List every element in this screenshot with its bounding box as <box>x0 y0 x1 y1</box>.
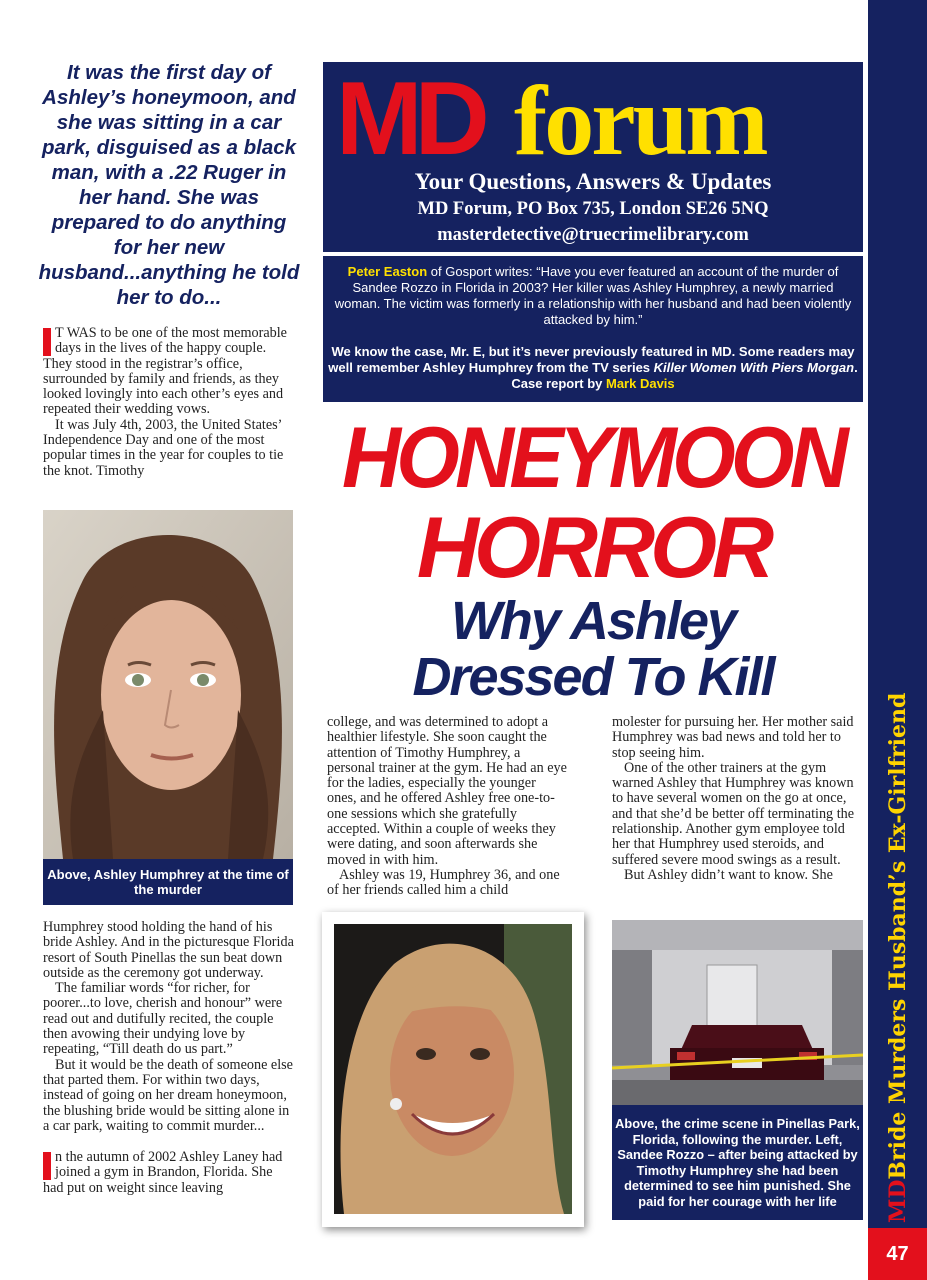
reader-letter <box>328 264 858 392</box>
paragraph-6: n the autumn of 2002 Ashley Laney had joined a gym in Brandon, Florida. She had put on weight since leaving <box>43 1149 283 1196</box>
ashley-photo <box>43 510 293 859</box>
column-1-bottom <box>43 920 295 1196</box>
paragraph-7: college, and was determined to adopt a healthier lifestyle. She soon caught the attention of Timothy Humphrey, a personal trainer at the gym. He had an eye for the ladies, especially the younger ones, and he offered Ashley free one-to-one sessions which she gratefully accepted. Within a couple of weeks they were dating, and soon afterwards she moved in with him. <box>327 714 567 868</box>
logo-forum: forum <box>514 65 766 172</box>
paragraph-4: The familiar words “for richer, for poorer...to love, cherish and honour” were read out and dutifully recited, the couple then avowing their undying love by repeating, “Till death do us part.” <box>43 980 283 1058</box>
intro-standfirst: It was the first day of Ashley’s honeymoon, and she was sitting in a car park, disguised as a black man, with a .22 Ruger in her hand. She was prepared to do anything for her new husband...anything he told her to do... <box>38 61 300 309</box>
forum-subheading <box>323 168 863 248</box>
running-title-md: MD <box>885 1179 911 1223</box>
caption-crime-scene: Above, the crime scene in Pinellas Park, Florida, following the murder. Left, Sandee Rozzo – after being attacked by Timothy Humphrey she had been determined to see him punished. She paid for her courage with her life <box>612 1105 863 1220</box>
forum-address: MD Forum, PO Box 735, London SE26 5NQ <box>417 199 769 219</box>
caption-ashley: Above, Ashley Humphrey at the time of the murder <box>43 859 293 905</box>
forum-email: masterdetective@truecrimelibrary.com <box>437 225 749 245</box>
page-number: 47 <box>868 1228 927 1280</box>
sandee-photo-frame <box>322 912 584 1227</box>
running-title <box>868 0 927 1228</box>
paragraph-3: Humphrey stood holding the hand of his bride Ashley. And in the picturesque Florida resort of South Pinellas the sun beat down outside as the ceremony got underway. <box>43 919 294 981</box>
running-title-text: Bride Murders Husband’s Ex-Girlfriend <box>885 692 911 1180</box>
reply-tv-series: Killer Women With Piers Morgan <box>653 360 855 375</box>
paragraph-1: T WAS to be one of the most memorable days in the lives of the happy couple. They stood in the registrar’s office, surrounded by family and friends, as they looked lovingly into each other’s eyes and repeated their wedding vows. <box>43 325 287 418</box>
paragraph-8: Ashley was 19, Humphrey 36, and one of her friends called him a child <box>327 866 560 899</box>
reply-text-a: We know the case, Mr. E, but it’s never previously featured in MD. Some readers may well remember Ashley Humphrey from the TV series <box>328 344 855 375</box>
ashley-portrait-image <box>43 510 293 859</box>
forum-subtitle: Your Questions, Answers & Updates <box>414 169 772 194</box>
crime-scene-photo <box>612 920 863 1105</box>
paragraph-9: molester for pursuing her. Her mother said Humphrey was bad news and told her to stop seeing him. <box>612 714 854 761</box>
subheadline-line-2: Dressed To Kill <box>412 647 774 707</box>
sandee-portrait-image <box>334 924 572 1214</box>
column-1-top <box>43 326 295 479</box>
letter-writer-name: Peter Easton <box>347 264 428 279</box>
paragraph-10: One of the other trainers at the gym warned Ashley that Humphrey was known to have several women on the go at once, and that she’d be better off terminating the relationship. Another gym employee told her that Humphrey used steroids, and suffered severe mood swings as a result. <box>612 759 855 868</box>
reply-author: Mark Davis <box>606 376 675 391</box>
drop-cap-marker-2 <box>43 1152 51 1180</box>
paragraph-5: But it would be the death of someone else that parted them. For within two days, instead of going on her dream honeymoon, the blushing bride would be sitting alone in a car park, waiting to commit murder... <box>43 1056 293 1134</box>
paragraph-2: It was July 4th, 2003, the United States’ Independence Day and one of the most popular times in the year for couples to tie the knot. Timothy <box>43 416 284 479</box>
md-forum-logo <box>336 62 856 172</box>
subheadline-line-1: Why Ashley <box>450 591 736 651</box>
headline-line-2: HORROR <box>416 500 770 596</box>
column-2 <box>327 715 567 899</box>
drop-cap-marker <box>43 328 51 356</box>
column-3 <box>612 715 864 883</box>
crime-scene-image <box>612 920 863 1105</box>
reply-text-b: . Case report by <box>511 360 858 391</box>
letter-body: of Gosport writes: “Have you ever featured an account of the murder of Sandee Rozzo in Florida in 2003? Her killer was Ashley Humphrey, a newly married woman. The victim was formerly in a relationship with her husband and had been violently attacked by him.” <box>334 264 852 327</box>
paragraph-11: But Ashley didn’t want to know. She <box>624 866 833 883</box>
logo-md: MD <box>336 62 482 172</box>
headline-line-1: HONEYMOON <box>342 410 844 506</box>
